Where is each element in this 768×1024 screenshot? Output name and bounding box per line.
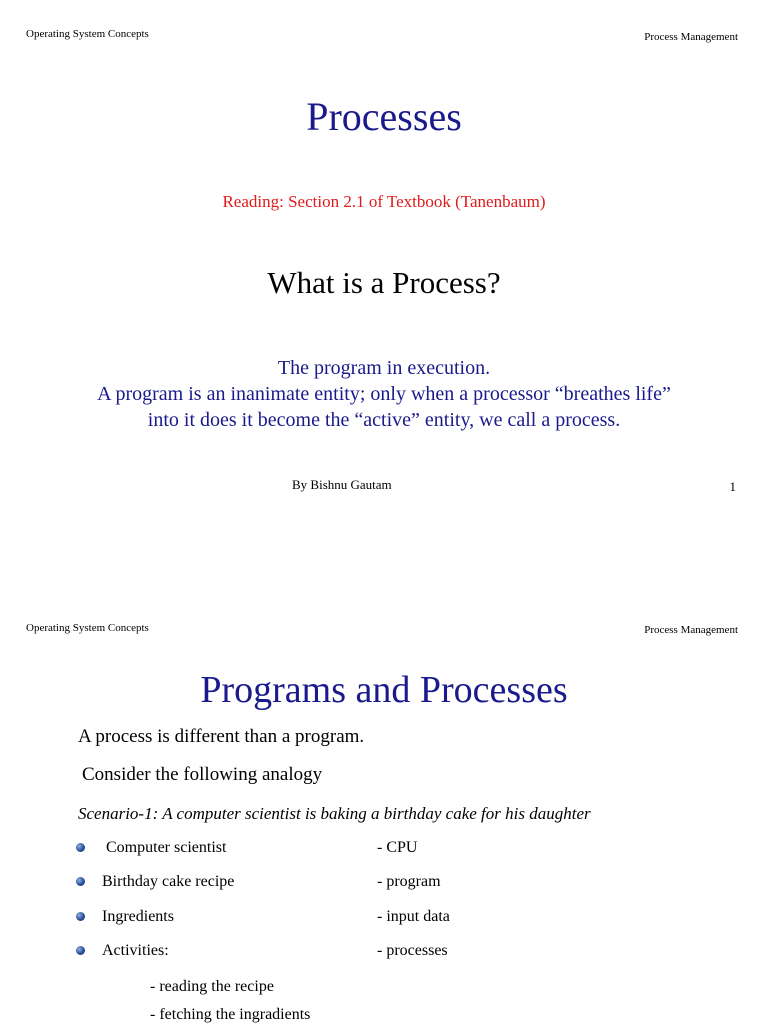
analogy-mapping: - processes <box>377 941 448 959</box>
analogy-list <box>76 839 676 976</box>
intro-line: A process is different than a program. <box>78 726 365 747</box>
analogy-term: Activities: <box>102 941 169 959</box>
definition-line: A program is an inanimate entity; only when a processor “breathes life” <box>97 383 671 405</box>
header-course-title: Operating System Concepts <box>26 622 149 634</box>
analogy-term: Ingredients <box>102 907 174 925</box>
header-chapter-title: Process Management <box>644 624 738 636</box>
page-number: 1 <box>729 479 736 494</box>
sphere-bullet-icon <box>76 912 85 921</box>
sphere-bullet-icon <box>76 843 85 852</box>
scenario-text: Scenario-1: A computer scientist is baking a birthday cake for his daughter <box>78 804 591 823</box>
slide-title: Programs and Processes <box>200 669 568 711</box>
list-item <box>76 873 676 907</box>
reading-note: Reading: Section 2.1 of Textbook (Tanenbaum) <box>222 192 546 211</box>
header-course-title: Operating System Concepts <box>26 28 149 40</box>
process-definition <box>0 355 768 433</box>
sphere-bullet-icon <box>76 877 85 886</box>
definition-line: The program in execution. <box>277 357 491 379</box>
sub-activity: - reading the recipe <box>150 978 274 995</box>
analogy-term: Computer scientist <box>106 839 227 856</box>
analogy-mapping: - program <box>377 873 441 891</box>
slide-title: Processes <box>306 94 462 139</box>
intro-line: Consider the following analogy <box>82 764 323 785</box>
list-item <box>76 942 676 976</box>
analogy-mapping: - input data <box>377 907 450 925</box>
list-item <box>76 839 676 873</box>
list-item <box>76 908 676 942</box>
definition-line: into it does it become the “active” entity, we call a process. <box>147 409 621 431</box>
analogy-term: Birthday cake recipe <box>102 873 235 891</box>
author-credit: By Bishnu Gautam <box>292 477 392 492</box>
sub-activity: - fetching the ingradients <box>150 1006 311 1023</box>
analogy-mapping: - CPU <box>377 839 418 856</box>
slide-subtitle: What is a Process? <box>267 265 501 300</box>
sphere-bullet-icon <box>76 946 85 955</box>
slide-2 <box>0 592 768 1024</box>
header-chapter-title: Process Management <box>644 31 738 43</box>
